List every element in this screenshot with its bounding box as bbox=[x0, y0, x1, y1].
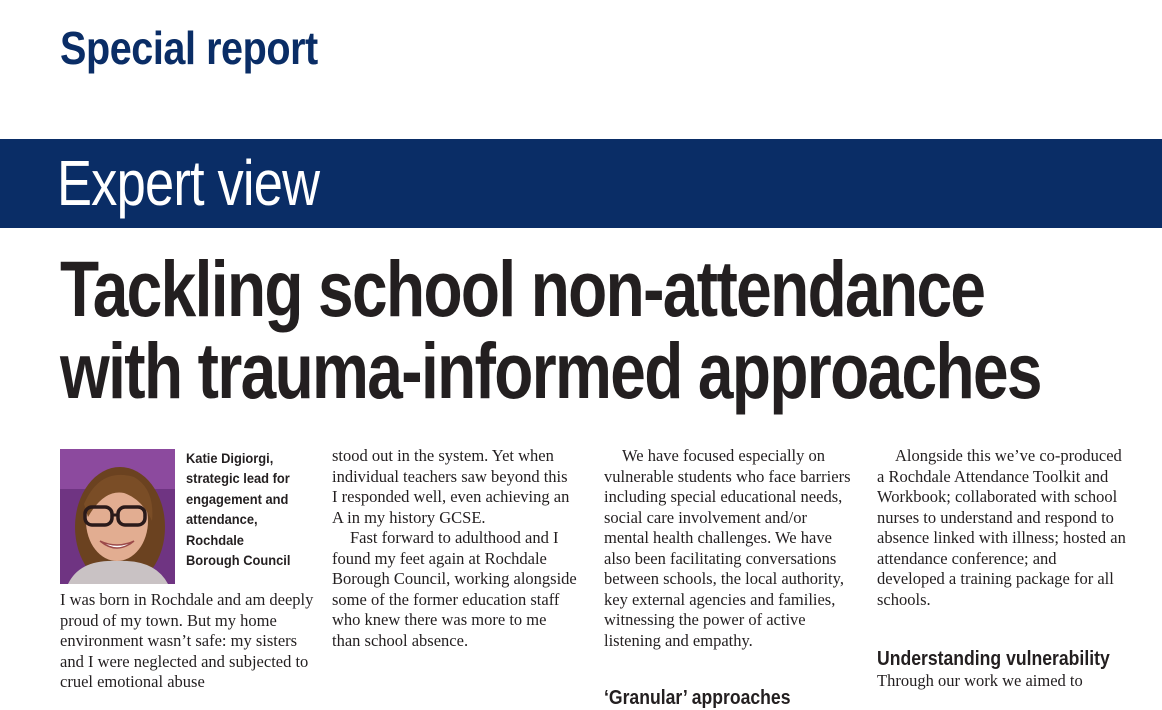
column-3-paragraph: We have focused especially on vulnerable students who face barriers including special educational needs, social care involvement and/or mental health challenges. We have also been facilitating conversations between schools, the local authority, key external agencies and families, witnessing the power of active listening and empathy. bbox=[604, 446, 851, 650]
headline-line-2: with trauma-informed approaches bbox=[60, 326, 1041, 415]
column-1-paragraph: I was born in Rochdale and am deeply proud of my town. But my home environment wasn’t safe: my sisters and I were neglected and subjected to cruel emotional abuse bbox=[60, 590, 314, 691]
author-byline: Katie Digiorgi, strategic lead for engagement and attendance, Rochdale Borough Council bbox=[186, 450, 291, 569]
column-2 bbox=[332, 446, 577, 651]
article-headline bbox=[60, 244, 1162, 415]
headline-line-1: Tackling school non-attendance bbox=[60, 244, 985, 333]
banner-title: Expert view bbox=[57, 147, 320, 219]
section-label: Special report bbox=[60, 22, 318, 74]
column-4-continued bbox=[877, 671, 1127, 692]
column-1 bbox=[60, 590, 315, 693]
column-2-paragraph-1: stood out in the system. Yet when individual teachers saw beyond this I responded well, even achieving an A in my history GCSE. bbox=[332, 446, 570, 527]
column-3-subhead: ‘Granular’ approaches bbox=[604, 687, 791, 709]
column-4-paragraph: Alongside this we’ve co-produced a Rochdale Attendance Toolkit and Workbook; collaborated with school nurses to understand and respond to absence linked with illness; hosted an attendance conference; and developed a training package for all schools. bbox=[877, 446, 1126, 609]
column-3 bbox=[604, 446, 854, 651]
column-4-subhead: Understanding vulnerability bbox=[877, 648, 1110, 670]
expert-view-banner bbox=[0, 139, 1162, 228]
author-photo bbox=[60, 449, 175, 584]
column-2-paragraph-2: Fast forward to adulthood and I found my feet again at Rochdale Borough Council, working alongside some of the former education staff who knew there was more to me than school absence. bbox=[332, 528, 577, 650]
column-4 bbox=[877, 446, 1127, 610]
author-portrait-image bbox=[60, 449, 175, 584]
column-4-paragraph-2: Through our work we aimed to bbox=[877, 671, 1083, 690]
